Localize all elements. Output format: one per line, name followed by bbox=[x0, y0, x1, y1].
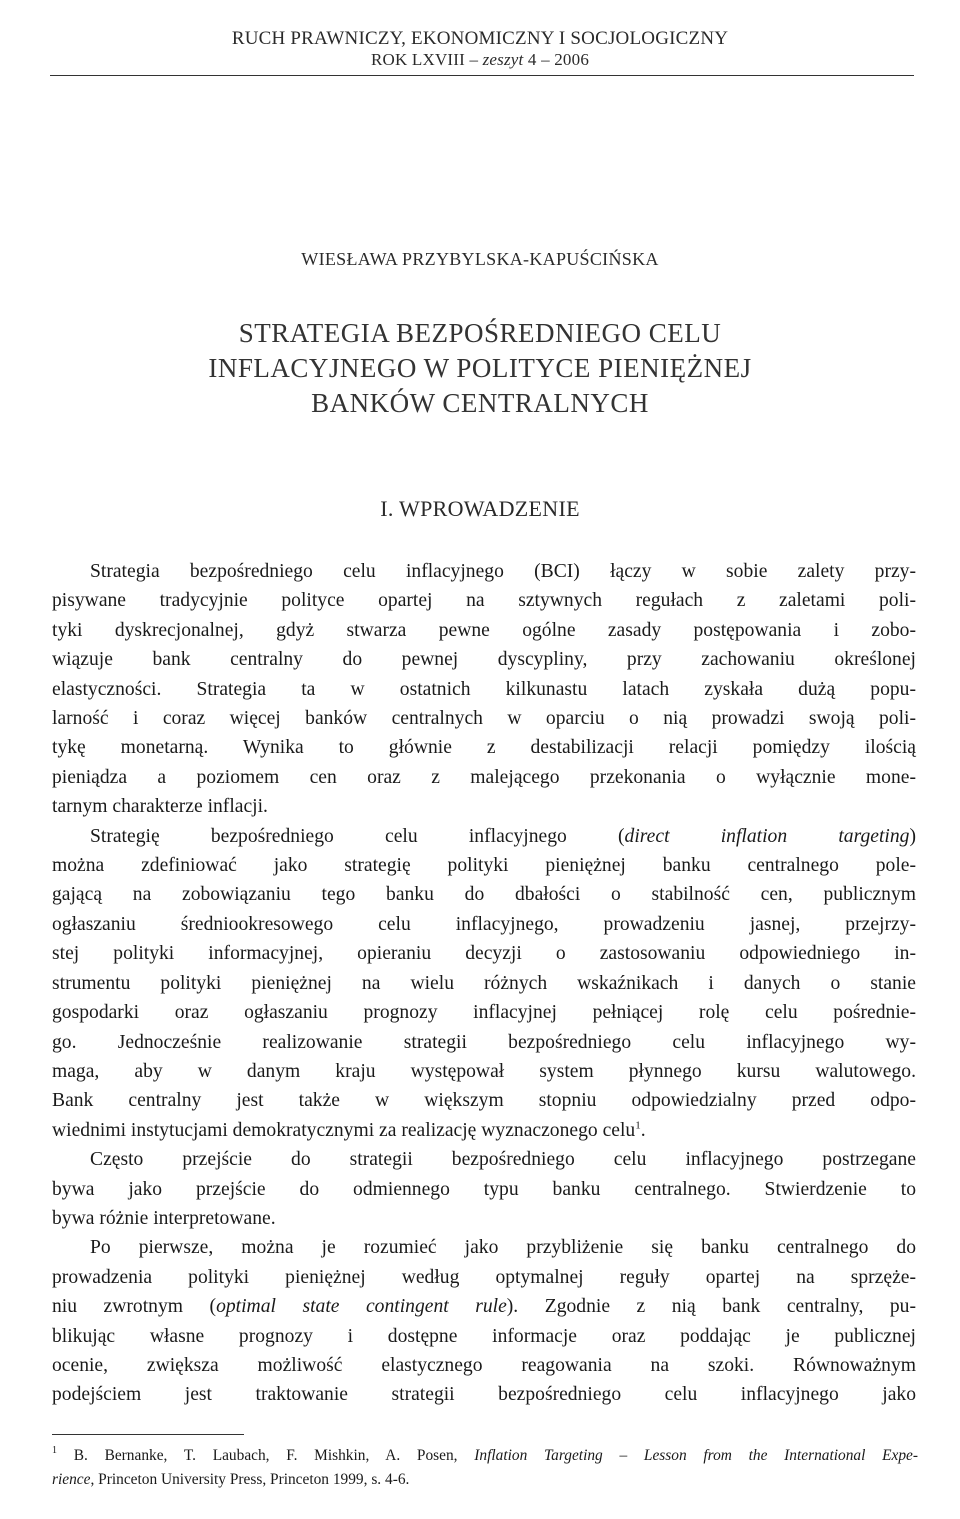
article-title bbox=[0, 316, 960, 421]
text-line: gającą na zobowiązaniu tego banku do dbałości o stabilność cen, publicznym bbox=[52, 884, 916, 906]
text-line bbox=[52, 1116, 916, 1145]
journal-header bbox=[0, 28, 960, 70]
title-line-2: INFLACYJNEGO W POLITYCE PIENIĘŻNEJ bbox=[208, 353, 752, 383]
text-line: podejściem jest traktowanie strategii bezpośredniego celu inflacyjnego jako bbox=[52, 1384, 916, 1406]
text-line: Często przejście do strategii bezpośredniego celu inflacyjnego postrzegane bbox=[90, 1149, 916, 1171]
text-run: niu zwrotnym ( bbox=[52, 1296, 217, 1318]
text-line: ocenie, zwiększa możliwość elastycznego reagowania na szoki. Równoważnym bbox=[52, 1354, 916, 1376]
text-line: bywa jako przejście do odmiennego typu banku centralnego. Stwierdzenie to bbox=[52, 1178, 916, 1200]
footnote-title: Inflation Targeting – Lesson from the International Expe- bbox=[474, 1447, 919, 1464]
issue-prefix: ROK LXVIII – bbox=[370, 50, 483, 69]
text-line: gospodarki oraz ogłaszaniu prognozy inflacyjnej pełniącej rolę celu pośrednie- bbox=[52, 1002, 916, 1024]
italic-term: optimal state contingent rule bbox=[216, 1296, 507, 1318]
footnote-rule bbox=[52, 1434, 244, 1435]
text-line: tyki dyskrecjonalnej, gdyż stwarza pewne ogólne zasady postępowania i zobo- bbox=[52, 619, 916, 641]
title-line-1: STRATEGIA BEZPOŚREDNIEGO CELU bbox=[238, 318, 722, 348]
text-line: larność i coraz więcej banków centralnych w oparciu o nią prowadzi swoją poli- bbox=[52, 708, 916, 730]
text-line bbox=[52, 822, 916, 851]
italic-term: direct inflation targeting bbox=[624, 825, 910, 847]
paragraph-2 bbox=[52, 822, 916, 1145]
journal-issue bbox=[0, 49, 960, 70]
text-line: stej polityki informacyjnej, opieraniu decyzji o zastosowaniu odpowiedniego in- bbox=[52, 943, 916, 965]
footnote-authors: B. Bernanke, T. Laubach, F. Mishkin, A. Posen, bbox=[57, 1447, 475, 1464]
text-line: ogłaszaniu średniookresowego celu inflacyjnego, prowadzeniu jasnej, przejrzy- bbox=[52, 913, 916, 935]
text-line: Po pierwsze, można je rozumieć jako przybliżenie się banku centralnego do bbox=[90, 1237, 916, 1259]
issue-suffix: 4 – 2006 bbox=[523, 50, 590, 69]
text-line: pisywane tradycyjnie polityce opartej na sztywnych regułach z zaletami poli- bbox=[52, 590, 916, 612]
text-run: Strategię bezpośredniego celu inflacyjnego ( bbox=[90, 825, 625, 847]
footnote-publisher: , Princeton University Press, Princeton 1999, s. 4-6. bbox=[90, 1471, 410, 1488]
issue-zeszyt: zeszyt bbox=[482, 50, 524, 69]
author-name: WIESŁAWA PRZYBYLSKA-KAPUŚCIŃSKA bbox=[301, 249, 659, 269]
text-line: wiązuje bank centralny do pewnej dyscypliny, przy zachowaniu określonej bbox=[52, 649, 916, 671]
text-line: maga, aby w danym kraju występował system płynnego kursu walutowego. bbox=[52, 1060, 916, 1082]
text-line: elastyczności. Strategia ta w ostatnich kilkunastu latach zyskała dużą popu- bbox=[52, 678, 916, 700]
text-line: można zdefiniować jako strategię polityki pieniężnej banku centralnego pole- bbox=[52, 855, 916, 877]
text-line: tykę monetarną. Wynika to głównie z destabilizacji relacji pomiędzy ilością bbox=[52, 737, 916, 759]
title-line-3: BANKÓW CENTRALNYCH bbox=[311, 388, 649, 418]
text-line: Strategia bezpośredniego celu inflacyjnego (BCI) łączy w sobie zalety przy- bbox=[90, 561, 916, 582]
journal-name: RUCH PRAWNICZY, EKONOMICZNY I SOCJOLOGICZNY bbox=[231, 28, 729, 49]
text-line bbox=[52, 1292, 916, 1321]
header-rule bbox=[50, 75, 914, 76]
text-line: go. Jednocześnie realizowanie strategii bezpośredniego celu inflacyjnego wy- bbox=[52, 1031, 916, 1053]
text-run: . bbox=[640, 1119, 646, 1141]
footnote-line bbox=[52, 1468, 918, 1492]
footnote-line bbox=[52, 1444, 918, 1468]
footnote-mark: 1 bbox=[52, 1445, 57, 1456]
paragraph-3 bbox=[52, 1145, 916, 1233]
section-heading: I. WPROWADZENIE bbox=[380, 496, 580, 521]
text-run: wiednimi instytucjami demokratycznymi za realizację wyznaczonego celu bbox=[52, 1119, 636, 1141]
paragraph-4 bbox=[52, 1233, 916, 1409]
text-line: blikując własne prognozy i dostępne informacje oraz poddając je publicznej bbox=[52, 1325, 916, 1347]
text-line: prowadzenia polityki pieniężnej według optymalnej reguły opartej na sprzęże- bbox=[52, 1266, 916, 1288]
text-line: tarnym charakterze inflacji. bbox=[52, 796, 268, 818]
paragraph-1 bbox=[52, 557, 916, 822]
footnote-1 bbox=[52, 1444, 918, 1492]
article-body bbox=[52, 557, 916, 1410]
text-line: pieniądza a poziomem cen oraz z malejącego przekonania o wyłącznie mone- bbox=[52, 766, 916, 788]
footnote-ref[interactable]: 1 bbox=[635, 1119, 641, 1132]
text-run: ). Zgodnie z nią bank centralny, pu- bbox=[506, 1296, 916, 1318]
footnote-title-cont: rience bbox=[52, 1471, 91, 1488]
text-run: ) bbox=[909, 825, 916, 847]
text-line: Bank centralny jest także w większym stopniu odpowiedzialny przed odpo- bbox=[52, 1090, 916, 1112]
text-line: bywa różnie interpretowane. bbox=[52, 1207, 276, 1229]
text-line: strumentu polityki pieniężnej na wielu różnych wskaźnikach i danych o stanie bbox=[52, 972, 916, 994]
